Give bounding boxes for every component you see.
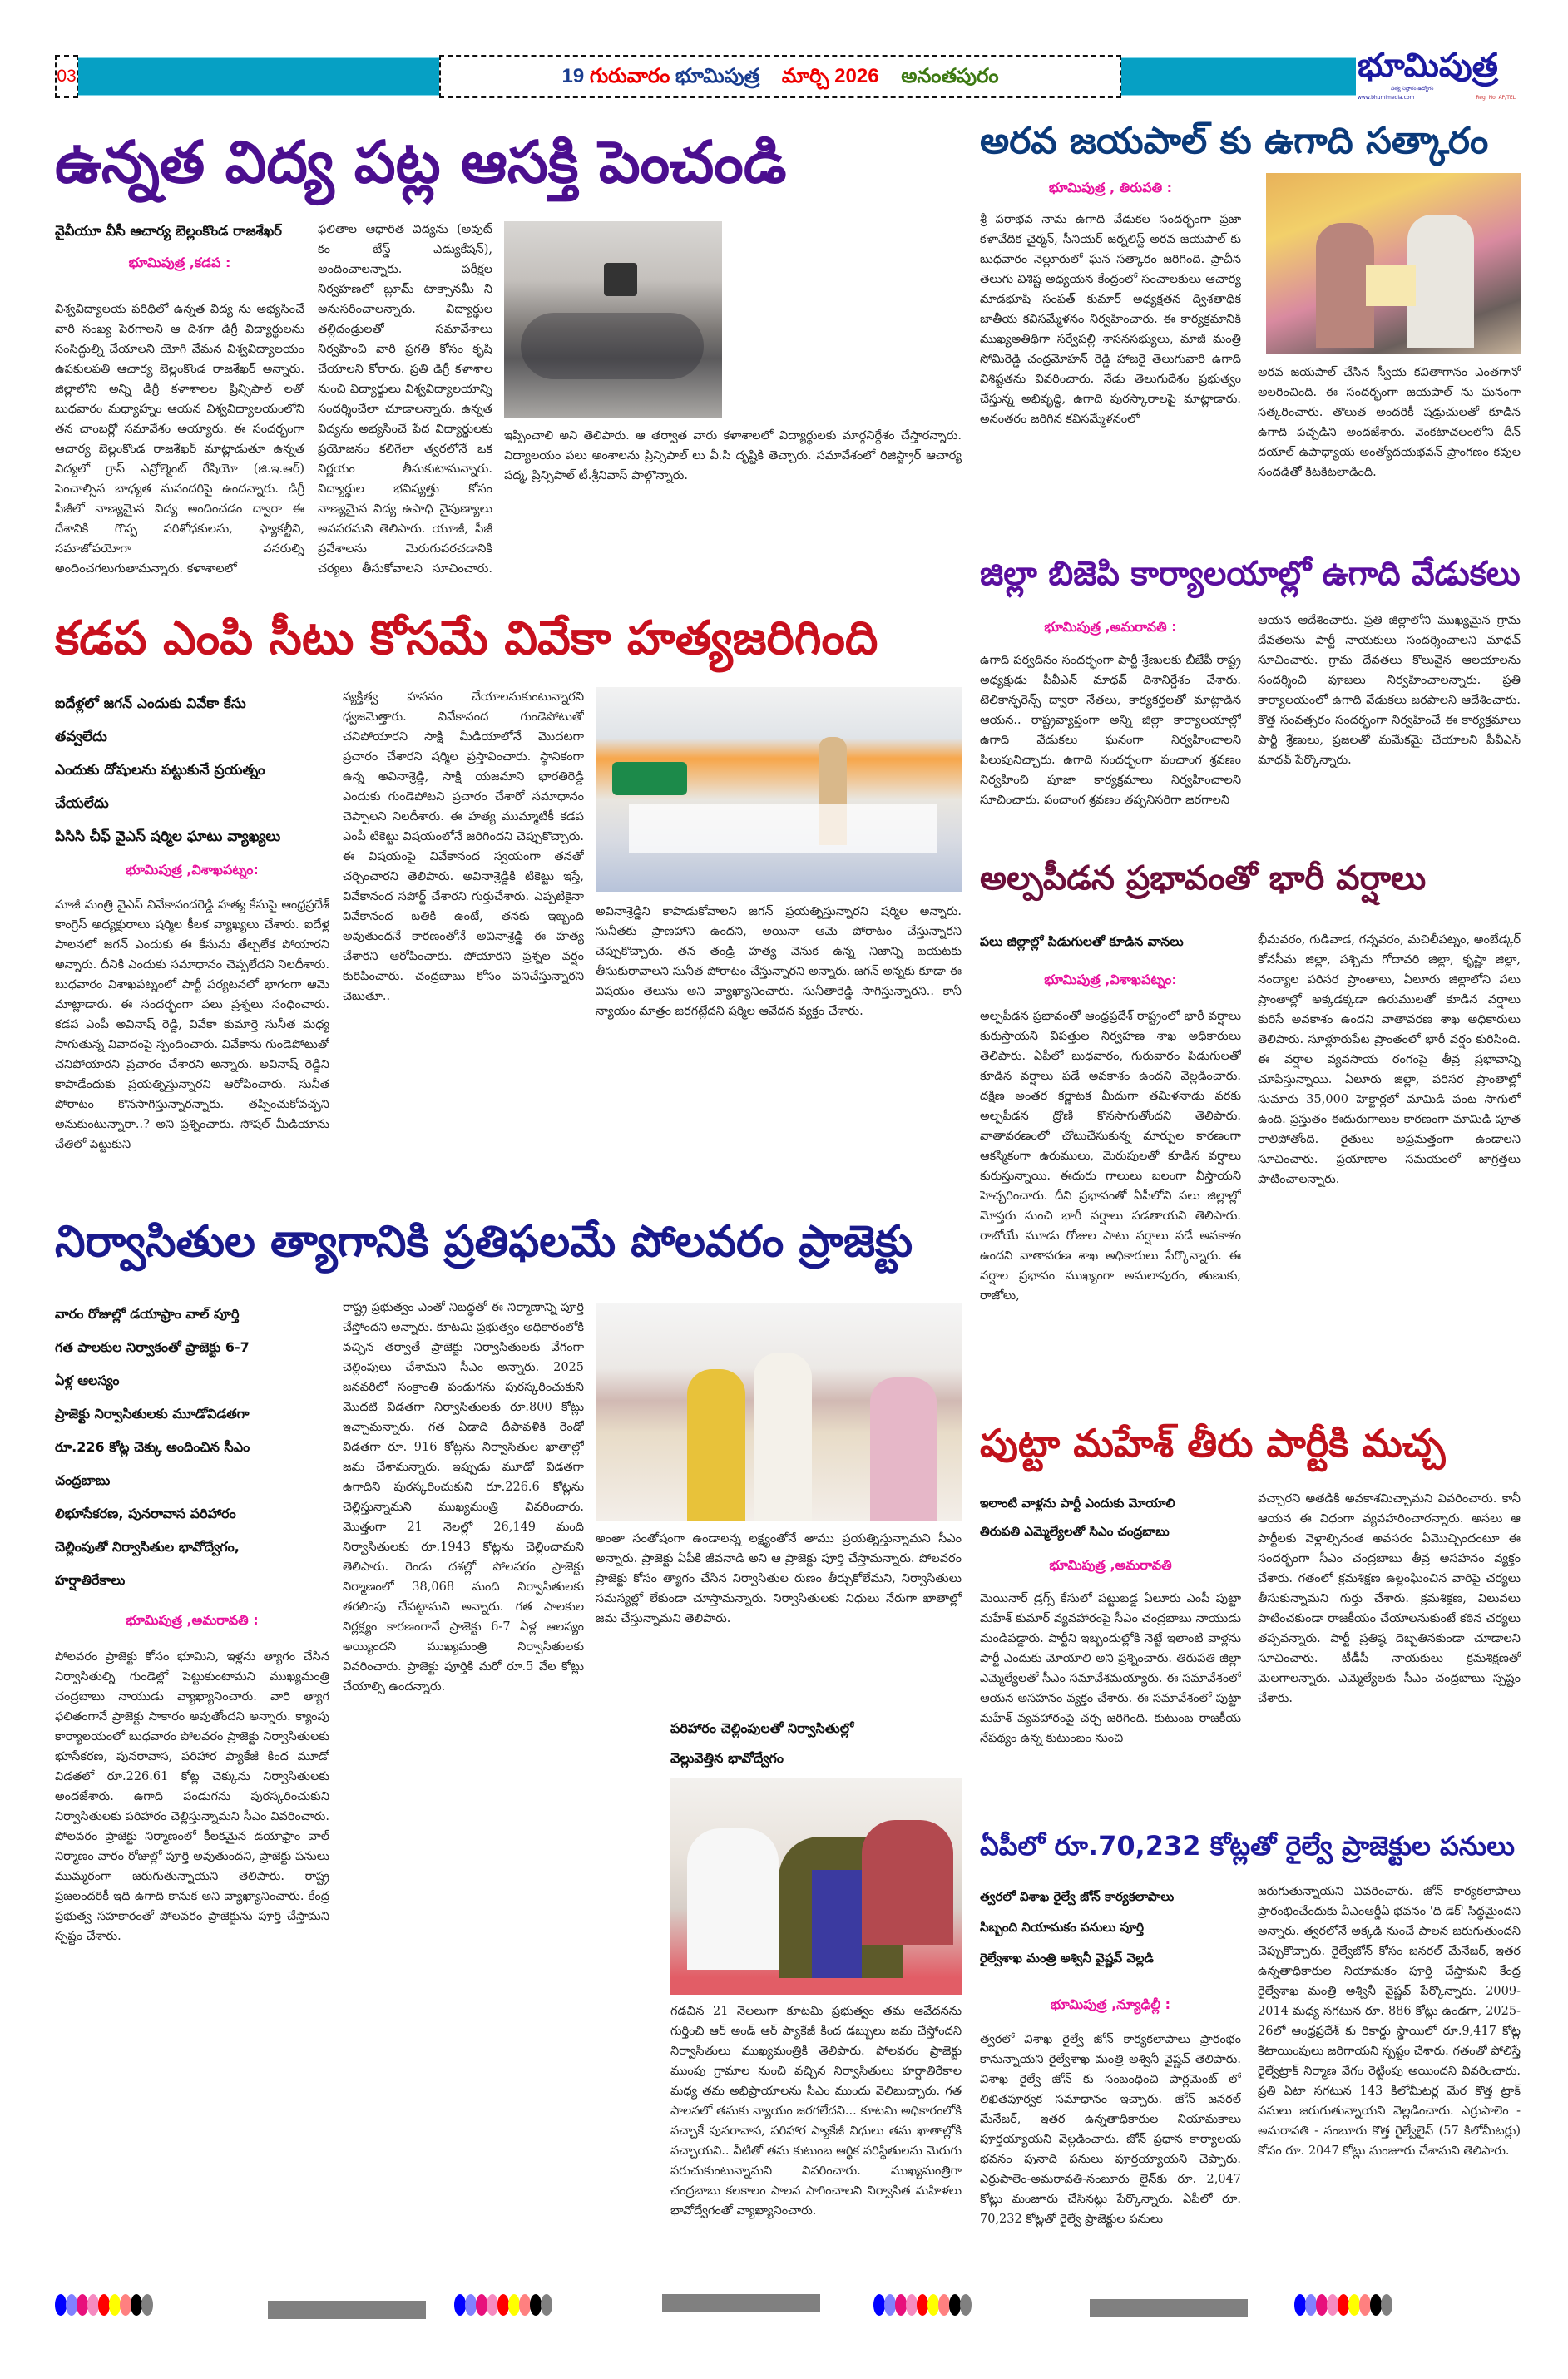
railway-subheading-2: సిబ్బంది నియామకం పనులు పూర్తి xyxy=(980,1920,1144,1935)
registration-dot xyxy=(131,2294,142,2316)
headline-putta-mahesh: పుట్టా మహేశ్ తీరు పార్టీకి మచ్చ xyxy=(980,1421,1446,1466)
polavaram-caption-line-2: వెల్లువెత్తిన భావోద్వేగం xyxy=(670,1750,784,1766)
registration-dot xyxy=(1338,2294,1349,2316)
registration-dot xyxy=(497,2294,509,2316)
bjp-column-2: ఆయన ఆదేశించారు. ప్రతి జిల్లాలోని ముఖ్యమైన గ్రామ దేవతలను పార్టీ నాయకులు సందర్శించాలని మాధవ్ సూచించారు. గ్రామ దేవతలు కొలువైన ఆలయాలను సందర్శించి పూజలు నిర్వహించాలన్నారు. ప్రతి కార్యాలయంలో ఉగాది వేడుకలు జరపాలని ఆదేశించారు. కొత్త సంవత్సరం సందర్భంగా నిర్వహించే ఈ కార్యక్రమాలు పార్టీ శ్రేణులు, ప్రజలతో మమేకమై చేయాలని పీవీఎన్ మాధవ్ పేర్కొన్నారు. xyxy=(1258,614,1521,767)
education-column-2: ఫలితాల ఆధారిత విద్యను (అవుట్ కం బేస్డ్ ఎడ్యుకేషన్), అందించాలన్నారు. పరీక్షల నిర్వహణలో బ్లూమ్ టాక్సానమీ ని అనుసరించాలన్నారు. విద్యార్థుల తల్లిదండ్రులతో సమావేశాలు నిర్వహించి వారి ప్రగతి కోసం కృషి చేయాలని కోరారు. ప్రతి డిగ్రీ కళాశాల నుంచి విద్యార్థులు విశ్వవిద్యాలయాన్ని సందర్శించేలా చూడాలన్నారు. ఉన్నత విద్యను అభ్యసించే పేద విద్యార్థులకు ప్రయోజనం కలిగేలా త్వరలోనే ఒక నిర్ణయం తీసుకుటామన్నారు. విద్యార్థుల భవిష్యత్తు కోసం నాణ్యమైన విద్య ఉపాధి నైపుణ్యాలు అవసరమని తెలిపారు. యూజీ, పీజీ ప్రవేశాలను మెరుగుపరచడానికి చర్యలు తీసుకోవాలని సూచించారు. xyxy=(318,223,492,576)
education-column-1: విశ్వవిద్యాలయ పరిధిలో ఉన్నత విద్య ను అభ్యసించే వారి సంఖ్య పెరగాలని ఆ దిశగా డిగ్రీ విద్యార్థులను సంసిద్ధుల్ని చేయాలని యోగి వేమన విశ్వవిద్యాలయం ఉపకులపతి ఆచార్య బెల్లంకొండ రాజశేఖర్ అన్నారు. జిల్లాలోని అన్ని డిగ్రీ కళాశాలల ప్రిన్సిపాల్ లతో బుధవారం మధ్యాహ్నం ఆయన విశ్వవిద్యాలయంలోని తన చాంబర్లో సమావేశం అయ్యారు. ఈ సందర్భంగా ఆచార్య బెల్లంకొండ రాజశేఖర్ మాట్లాడుతూ ఉన్నత విద్యలో గ్రాస్ ఎన్రోల్మెంట్ రేషియో (జి.ఇ.ఆర్) పెంచాల్సిన బాధ్యత మనందరిపై ఉందన్నారు. డిగ్రీ పీజీలో నాణ్యమైన విద్య అందించడం ద్వారా ఈ దేశానికి గొప్ప పరిశోధకులను, ఫ్యాకల్టీని, సమాజోపయోగా వనరుల్ని అందించగలుగుతామన్నారు. కళాశాలలో xyxy=(55,303,304,576)
byline-railway: భూమిపుత్ర ,న్యూఢిల్లీ : xyxy=(1051,1996,1170,2012)
byline-viveka: భూమిపుత్ర ,విశాఖపట్నం: xyxy=(126,862,259,878)
registration-dot xyxy=(55,2294,67,2316)
registration-dot xyxy=(1316,2294,1328,2316)
registration-dot xyxy=(487,2294,498,2316)
registration-dot xyxy=(1294,2294,1306,2316)
registration-dot xyxy=(519,2294,531,2316)
registration-dot xyxy=(884,2294,896,2316)
polavaram-subheading-1: వారం రోజుల్లో డయాఫ్రాం వాల్ పూర్తి xyxy=(55,1306,240,1322)
byline-bjp: భూమిపుత్ర ,అమరావతి : xyxy=(1044,619,1177,635)
registration-dot xyxy=(873,2294,885,2316)
education-column-3: ఇప్పించాలి అని తెలిపారు. ఆ తర్వాత వారు కళాశాలలో విద్యార్థులకు మార్గనిర్దేశం చేస్తారన్నారు. విద్యాలయం పలు అంశాలను ప్రిన్సిపాల్ లు వీ.సి దృష్టికి తెచ్చారు. సమావేశంలో రిజిస్ట్రార్ ఆచార్య పద్మ, ప్రిన్సిపాల్ టీ.శ్రీనివాస్ పాల్గొన్నారు. xyxy=(504,429,962,482)
registration-dot xyxy=(77,2294,88,2316)
registration-dot xyxy=(895,2294,907,2316)
byline-polavaram: భూమిపుత్ర ,అమరావతి : xyxy=(126,1612,259,1628)
registration-dot xyxy=(87,2294,99,2316)
putta-subheadings xyxy=(980,1489,1241,1546)
putta-subheading-2: తిరుపతి ఎమ్మెల్యేలతో సిఎం చంద్రబాబు xyxy=(980,1524,1170,1539)
registration-dot xyxy=(917,2294,928,2316)
bjp-column-1: ఉగాది పర్వదినం సందర్భంగా పార్టీ శ్రేణులకు బీజేపీ రాష్ట్ర అధ్యక్షుడు పీవీఎన్ మాధవ్ దిశానిర్దేశం చేశారు. టెలికాన్ఫరెన్స్ ద్వారా నేతలు, కార్యకర్తలతో మాట్లాడిన ఆయన.. రాష్ట్రవ్యాప్తంగా అన్ని జిల్లా కార్యాలయాల్లో ఉగాది వేడుకలు ఘనంగా నిర్వహించాలని పిలుపునిచ్చారు. ఉగాది సందర్భంగా పంచాంగ శ్రవణం నిర్వహించి పూజా కార్యక్రమాలు నిర్వహించాలని సూచించారు. పంచాంగ శ్రవణం తప్పనిసరిగా జరగాలని xyxy=(980,654,1241,807)
logo-tagline: సత్య నిష్ఠారం ఉద్యోగం xyxy=(1391,86,1434,92)
registration-dot xyxy=(98,2294,110,2316)
page-number: 03 xyxy=(55,55,78,98)
putta-subheading-1: ఇలాంటి వాళ్లను పార్టీ ఎందుకు మోయాలి xyxy=(980,1496,1175,1511)
headline-railway: ఏపీలో రూ.70,232 కోట్లతో రైల్వే ప్రాజెక్టుల పనులు xyxy=(980,1830,1515,1862)
putta-column-1: మెయినార్ డ్రగ్స్ కేసులో పట్టుబడ్డ ఏలూరు ఎంపీ పుట్టా మహేశ్ కుమార్ వ్యవహారంపై సీఎం చంద్రబాబు నాయుడు మండిపడ్డారు. పార్టీని ఇబ్బందుల్లోకి నెట్టే ఇలాంటి వాళ్లను పార్టీ ఎందుకు మోయాలి అని ప్రశ్నించారు. తిరుపతి జిల్లా ఎమ్మెల్యేలతో సీఎం సమావేశమయ్యారు. ఈ సమావేశంలో ఆయన అసహనం వ్యక్తం చేశారు. ఈ సమావేశంలో పుట్టా మహేశ్ వ్యవహారంపై చర్చ జరిగింది. కుటుంబ రాజకీయ నేపథ్యం ఉన్న కుటుంబం నుంచి xyxy=(980,1592,1241,1745)
footer-grey-bar-2 xyxy=(662,2294,820,2312)
weekday: గురువారం xyxy=(589,65,670,87)
polavaram-subheading-7: లిభూసేకరణ, పునరావాస పరిహారం xyxy=(55,1506,236,1521)
registration-dot xyxy=(66,2294,77,2316)
registration-dot xyxy=(476,2294,487,2316)
polavaram-subheading-8: చెల్లింపుతో నిర్వాసితుల భావోద్వేగం, xyxy=(55,1539,240,1555)
logo-text: భూమిపుత్ర xyxy=(1358,47,1498,85)
polavaram-caption-line-1: పరిహారం చెల్లింపులతో నిర్వాసితుల్లో xyxy=(670,1720,854,1736)
date-day: 19 xyxy=(561,65,585,87)
edition: అనంతపురం xyxy=(901,65,999,87)
registration-dot xyxy=(541,2294,552,2316)
polavaram-subheading-6: చంద్రబాబు xyxy=(55,1472,111,1488)
rains-column-1: అల్పపీడన ప్రభావంతో ఆంధ్రప్రదేశ్ రాష్ట్రంలో భారీ వర్షాలు కురుస్తాయని విపత్తుల నిర్వహణ శాఖ అధికారులు తెలిపారు. ఏపీలో బుధవారం, గురువారం పిడుగులతో కూడిన వర్షాలు పడే అవకాశం ఉందని వెల్లడించారు. దక్షిణ అంతర కర్ణాటక మీదుగా తమిళనాడు వరకు అల్పపీడన ద్రోణి కొనసాగుతోందని తెలిపారు. వాతావరణంలో చోటుచేసుకున్న మార్పుల కారణంగా ఆకస్మికంగా ఉరుములు, మెరుపులతో కూడిన వర్షాలు కురుస్తున్నాయి. ఈదురు గాలులు బలంగా వీస్తాయని హెచ్చరించారు. దీని ప్రభావంతో ఏపీలోని పలు జిల్లాల్లో మోస్తరు నుంచి భారీ వర్షాలు పడతాయని తెలిపారు. రాబోయే మూడు రోజుల పాటు వర్షాలు పడే అవకాశం ఉందని వాతావరణ శాఖ అధికారులు పేర్కొన్నారు. ఈ వర్షాల ప్రభావం ముఖ్యంగా అమలాపురం, తుణుకు, రాజోలు, xyxy=(980,1010,1241,1303)
polavaram-subheadings xyxy=(55,1298,329,1597)
viveka-subheading-3: ఎందుకు దోషులను పట్టుకునే ప్రయత్నం xyxy=(55,762,265,779)
logo-footer xyxy=(1358,95,1516,101)
polavaram-subheading-2: గత పాలకుల నిర్వాకంతో ప్రాజెక్టు 6-7 xyxy=(55,1339,250,1355)
paper-name: భూమిపుత్ర xyxy=(675,65,760,87)
color-registration-strip-4 xyxy=(1294,2294,1392,2316)
railway-subheading-3: రైల్వేశాఖ మంత్రి అశ్వినీ వైష్ణవ్ వెల్లడి xyxy=(980,1951,1154,1966)
registration-dot xyxy=(1327,2294,1338,2316)
polavaram-cm-photo xyxy=(596,1303,962,1521)
jayapal-column-2: అరవ జయపాల్ చేసిన స్వీయ కవితాగానం ఎంతగానో అలరించింది. ఈ సందర్భంగా జయపాల్ ను ఘనంగా సత్కరించారు. తొలుత అందరికీ షడ్రుచులతో కూడిన ఉగాది పచ్చడిని అందజేశారు. వెంకటాచలంలోని దీన్ దయాల్ ఉపాధ్యాయ అంత్యోదయభవన్ ప్రాంగణం కవుల సందడితో కిటకిటలాడింది. xyxy=(1258,366,1521,479)
month-year: మార్చి 2026 xyxy=(781,65,879,87)
registration-dot xyxy=(938,2294,950,2316)
subheading-education: వైవీయూ వీసీ ఆచార్య బెల్లంకొండ రాజశేఖర్ xyxy=(55,223,282,239)
registration-dot xyxy=(906,2294,918,2316)
jayapal-award-photo xyxy=(1266,173,1521,354)
headline-education: ఉన్నత విద్య పట్ల ఆసక్తి పెంచండి xyxy=(55,128,787,196)
viveka-subheading-5: పిసిసి చీఫ్ వైఎస్ షర్మిల ఘాటు వ్యాఖ్యలు xyxy=(55,828,281,845)
railway-column-2: జరుగుతున్నాయని వివరించారు. జోన్ కార్యకలాపాలు ప్రారంభించేందుకు వీఎంఆర్డీఏ భవనం 'ది డెక్' సిద్ధమైందని అన్నారు. త్వరలోనే అక్కడి నుంచే పాలన జరుగుతుందని చెప్పుకొచ్చారు. రైల్వేజోన్ కోసం జనరల్ మేనేజర్, ఇతర ఉన్నతాధికారుల నియామకం పూర్తి చేస్తామని కేంద్ర రైల్వేశాఖ మంత్రి అశ్వినీ వైష్ణవ్ పేర్కొన్నారు. 2009-2014 మధ్య సగటున రూ. 886 కోట్లు ఉండగా, 2025-26లో ఆంధ్రప్రదేశ్ కు రికార్డు స్థాయిలో రూ.9,417 కోట్ల కేటాయింపులు జరిగాయని స్పష్టం చేశారు. గతంతో పోలిస్తే రైల్వేట్రాక్ నిర్మాణ వేగం రెట్టింపు అయిందని వివరించారు. ప్రతి ఏటా సగటున 143 కిలోమీటర్ల మేర కొత్త ట్రాక్ పనులు జరుగుతున్నాయని వెల్లడించారు. ఎర్రుపాలెం - అమరావతి - నంబూరు కొత్త రైల్వేలైన్ (57 కిలోమీటర్లు) కోసం రూ. 2047 కోట్లు మంజూరు చేశామని తెలిపారు. xyxy=(1258,1885,1521,2158)
viveka-sharmila-photo xyxy=(596,687,962,892)
headline-polavaram: నిర్వాసితుల త్యాగానికి ప్రతిఫలమే పోలవరం ప్రాజెక్టు xyxy=(55,1217,913,1267)
headline-bjp: జిల్లా బిజెపి కార్యాలయాల్లో ఉగాది వేడుకలు xyxy=(980,555,1521,593)
headline-rains: అల్పపీడన ప్రభావంతో భారీ వర్షాలు xyxy=(980,859,1427,898)
masthead-band-left xyxy=(78,57,441,96)
polavaram-subheading-4: ప్రాజెక్టు నిర్వాసితులకు మూడోవిడతగా xyxy=(55,1406,250,1422)
viveka-column-3: అవినాశ్రెడ్డిని కాపాడుకోవాలని జగన్ ప్రయత్నిస్తున్నారని షర్మిల అన్నారు. సునీతకు ప్రాణహాని ఉందని, అయినా ఆమె పోరాటం చేస్తున్నారని చెప్పుకొచ్చారు. తన తండ్రి హత్య వెనుక ఉన్న నిజాన్ని బయటకు తీసుకురావాలని సునీత పోరాటం చేస్తున్నారని అన్నారు. జగన్ అన్నకు కూడా ఈ విషయం తెలుసు అని వ్యాఖ్యానించారు. సునీతారెడ్డి సాగిస్తున్నారని.. కానీ న్యాయం మాత్రం జరగట్లేదని షర్మిల ఆవేదన వ్యక్తం చేశారు. xyxy=(596,905,962,1018)
polavaram-subheading-5: రూ.226 కోట్ల చెక్కు అందించిన సీఎం xyxy=(55,1439,250,1455)
masthead-band-right xyxy=(1120,57,1356,96)
railway-subheadings xyxy=(980,1882,1241,1974)
color-registration-strip-2 xyxy=(454,2294,552,2316)
railway-column-1: త్వరలో విశాఖ రైల్వే జోన్ కార్యకలాపాలు ప్రారంభం కానున్నాయని రైల్వేశాఖ మంత్రి అశ్వినీ వైష్ణవ్ తెలిపారు. విశాఖ రైల్వే జోన్ కు సంబంధించి పార్లమెంట్ లో లిఖితపూర్వక సమాధానం ఇచ్చారు. జోన్ జనరల్ మేనేజర్, ఇతర ఉన్నతాధికారుల నియామకాలు పూర్తయ్యాయని వెల్లడించారు. జోన్ ప్రధాన కార్యాలయ భవనం పునాది పనులు పూర్తయ్యాయని చెప్పారు. ఎర్రుపాలెం-అమరావతి-నంబూరు లైన్‌కు రూ. 2,047 కోట్లు మంజూరు చేసినట్లు పేర్కొన్నారు. ఏపీలో రూ. 70,232 కోట్లతో రైల్వే ప్రాజెక్టుల పనులు xyxy=(980,2033,1241,2226)
registration-dot xyxy=(508,2294,520,2316)
viveka-column-1: మాజీ మంత్రి వైఎస్ వివేకానందరెడ్డి హత్య కేసుపై ఆంధ్రప్రదేశ్ కాంగ్రెస్ అధ్యక్షురాలు షర్మిల కీలక వ్యాఖ్యలు చేశారు. ఐదేళ్ల పాలనలో జగన్ ఎందుకు ఈ కేసును తేల్చలేక పోయారని అన్నారు. దీనికి ఎందుకు సమాధానం చెప్పలేదని నిలదీశారు. బుధవారం విశాఖపట్నంలో పార్టీ పర్యటనలో భాగంగా ఆమె మాట్లాడారు. ఈ సందర్భంగా పలు ప్రశ్నలు సంధించారు. కడప ఎంపీ అవినాష్ రెడ్డి, వివేకా కుమార్తె సునీత మధ్య సాగుతున్న వివాదంపై స్పందించారు. వివేకాను గుండెపోటుతో చనిపోయారని ప్రచారం చేశారని అన్నారు. అవినాష్ రెడ్డిని కాపాడేందుకు ప్రయత్నిస్తున్నారని ఆరోపించారు. సునీత పోరాటం కొనసాగిస్తున్నారన్నారు. తప్పించుకోవచ్చని అనుకుంటున్నారా..? అని ప్రశ్నించారు. సోషల్ మీడియాను చేతిలో పెట్టుకుని xyxy=(55,898,329,1151)
polavaram-subheading-3: ఏళ్ల ఆలస్యం xyxy=(55,1372,120,1388)
byline-rains: భూమిపుత్ర ,విశాఖపట్నం: xyxy=(1044,972,1177,987)
subheading-rains: పలు జిల్లాల్లో పిడుగులతో కూడిన వానలు xyxy=(980,934,1184,949)
byline-education: భూమిపుత్ర ,కడప : xyxy=(128,255,231,270)
byline-jayapal: భూమిపుత్ర , తిరుపతి : xyxy=(1048,180,1173,195)
registration-dot xyxy=(465,2294,477,2316)
polavaram-column-3: అంతా సంతోషంగా ఉండాలన్న లక్ష్యంతోనే తాము ప్రయత్నిస్తున్నామని సీఎం అన్నారు. ప్రాజెక్టు ఏపీకి జీవనాడి అని ఆ ప్రాజెక్టు పూర్తి చేస్తామన్నారు. పోలవరం ప్రాజెక్టు కోసం త్యాగం చేసిన నిర్వాసితుల రుణం తీర్చుకోలేమని, నిర్వాసితులు సమస్యల్లో లేకుండా చూస్తామన్నారు. నిర్వాసితులకు నిధులు నేరుగా ఖాతాల్లో జమ చేస్తున్నామని తెలిపారు. xyxy=(596,1532,962,1625)
putta-column-2: వచ్చారని అతడికి అవకాశమిచ్చామని వివరించారు. కానీ ఆయన ఈ విధంగా వ్యవహరించారన్నారు. అసలు ఆ పార్టీలకు వెళ్లాల్సినంత అవసరం ఏమొచ్చిందంటూ ఈ సందర్భంగా సీఎం చంద్రబాబు తీవ్ర అసహనం వ్యక్తం చేశారు. గతంలో క్రమశిక్షణ ఉల్లంఘించిన వారిపై చర్యలు తీసుకున్నామని గుర్తు చేశారు. క్రమశిక్షణ, విలువలు పాటించకుండా రాజకీయం చేయాలనుకుంటే కఠిన చర్యలు తప్పవన్నారు. పార్టీ ప్రతిష్ఠ దెబ్బతినకుండా చూడాలని సూచించారు. టీడీపీ నాయకులు క్రమశిక్షణతో మెలగాలన్నారు. ఎమ్మెల్యేలకు సీఎం చంద్రబాబు స్పష్టం చేశారు. xyxy=(1258,1492,1521,1705)
registration-dot xyxy=(141,2294,153,2316)
registration-dot xyxy=(1370,2294,1382,2316)
viveka-subheading-2: తవ్వలేదు xyxy=(55,729,107,745)
footer-grey-bar-3 xyxy=(1090,2299,1248,2317)
headline-viveka: కడప ఎంపి సీటు కోసమే వివేకా హత్యజరిగింది xyxy=(55,611,878,665)
registration-dot xyxy=(1359,2294,1371,2316)
newspaper-logo xyxy=(1358,47,1516,106)
dateline xyxy=(439,55,1121,98)
logo-url: www.bhumimedia.com xyxy=(1358,95,1415,101)
viveka-subheading-4: చేయలేదు xyxy=(55,795,109,812)
registration-dot xyxy=(454,2294,466,2316)
footer-grey-bar-1 xyxy=(268,2301,426,2319)
byline-putta-mahesh: భూమిపుత్ర ,అమరావతి xyxy=(1049,1557,1172,1573)
registration-dot xyxy=(1381,2294,1392,2316)
polavaram-column-2: రాష్ట్ర ప్రభుత్వం ఎంతో నిబద్ధతో ఈ నిర్మాణాన్ని పూర్తి చేస్తోందని అన్నారు. కూటమి ప్రభుత్వం అధికారంలోకి వచ్చిన తర్వాతే ప్రాజెక్టు నిర్వాసితులకు వేగంగా చెల్లింపులు చేశామని సీఎం అన్నారు. 2025 జనవరిలో సంక్రాంతి పండుగను పురస్కరించుకుని మొదటి విడతగా నిర్వాసితులకు రూ.800 కోట్లు ఇచ్చామన్నారు. గత ఏడాది దీపావళికి రెండో విడతగా రూ. 916 కోట్లను నిర్వాసితుల ఖాతాల్లో జమ చేశామన్నారు. ఇప్పుడు మూడో విడతగా ఉగాదిని పురస్కరించుకుని రూ.226.6 కోట్లను చెల్లిస్తున్నామని ముఖ్యమంత్రి వివరించారు. మొత్తంగా 21 నెలల్లో 26,149 మంది నిర్వాసితులకు రూ.1943 కోట్లను చెల్లించామని తెలిపారు. రెండు దశల్లో పోలవరం ప్రాజెక్టు నిర్మాణంలో 38,068 మంది నిర్వాసితులకు తరలింపు చేపట్టామని అన్నారు. గత పాలకుల నిర్లక్ష్యం కారణంగానే ప్రాజెక్టు 6-7 ఏళ్ల ఆలస్యం అయ్యిందని ముఖ్యమంత్రి నిర్వాసితులకు వివరించారు. ప్రాజెక్టు పూర్తికి మరో రూ.5 వేల కోట్లు చేయాల్సి ఉందన్నారు. xyxy=(343,1301,584,1694)
education-meeting-photo xyxy=(504,221,722,418)
polavaram-subheading-9: హర్షాతిరేకాలు xyxy=(55,1572,126,1588)
registration-dot xyxy=(120,2294,131,2316)
registration-dot xyxy=(949,2294,961,2316)
viveka-subheading-1: ఐదేళ్లలో జగన్ ఎందుకు వివేకా కేసు xyxy=(55,695,246,712)
registration-dot xyxy=(927,2294,939,2316)
jayapal-column-1: శ్రీ పరాభవ నామ ఉగాది వేడుకల సందర్భంగా ప్రజా కళావేదిక చైర్మన్, సీనియర్ జర్నలిస్ట్ అరవ జయపాల్ కు బుధవారం నెల్లూరులో ఘన సత్కారం జరిగింది. ప్రాచీన తెలుగు విశిష్ట అధ్యయన కేంద్రంలో సంచాలకులు ఆచార్య మాడభూషి సంపత్ కుమార్ అధ్యక్షతన ద్విశతాధిక జాతీయ కవిసమ్మేళనం నిర్వహించారు. ఈ కార్యక్రమానికి ముఖ్యఅతిథిగా సర్వేపల్లి శాసనసభ్యులు, మాజీ మంత్రి సోమిరెడ్డి చంద్రమోహన్ రెడ్డి హాజరై తెలుగువారి ఉగాది విశిష్టతను వివరించారు. నేడు తెలుగుదేశం ప్రభుత్వం చేస్తున్న అభివృద్ధి, ఉగాది పురస్కారాలపై మాట్లాడారు. అనంతరం జరిగిన కవిసమ్మేళనంలో xyxy=(980,213,1241,426)
headline-jayapal: అరవ జయపాల్ కు ఉగాది సత్కారం xyxy=(980,120,1489,162)
polavaram-column-1: పోలవరం ప్రాజెక్టు కోసం భూమిని, ఇళ్లను త్యాగం చేసిన నిర్వాసితుల్ని గుండెల్లో పెట్టుకుంటామని ముఖ్యమంత్రి చంద్రబాబు నాయుడు వ్యాఖ్యానించారు. వారి త్యాగ ఫలితంగానే ప్రాజెక్టు సాకారం అవుతోందని అన్నారు. క్యాంపు కార్యాలయంలో బుధవారం పోలవరం ప్రాజెక్టు నిర్వాసితులకు భూసేకరణ, పునరావాస, పరిహార ప్యాకేజీ కింద మూడో విడతలో రూ.226.61 కోట్ల చెక్కును నిర్వాసితులకు అందజేశారు. ఉగాది పండుగను పురస్కరించుకుని నిర్వాసితులకు పరిహారం చెల్లిస్తున్నామని సీఎం వివరించారు. పోలవరం ప్రాజెక్టు నిర్మాణంలో కీలకమైన డయాఫ్రాం వాల్ నిర్మాణం వారం రోజుల్లో పూర్తి అవుతుందని, ప్రాజెక్టు పనులు ముమ్మరంగా జరుగుతున్నాయని తెలిపారు. రాష్ట్ర ప్రజలందరికీ ఇది ఉగాది కానుక అని వ్యాఖ్యానించారు. కేంద్ర ప్రభుత్వ సహకారంతో పోలవరం ప్రాజెక్టును పూర్తి చేస్తామని స్పష్టం చేశారు. xyxy=(55,1650,329,1943)
color-registration-strip-3 xyxy=(873,2294,971,2316)
rains-column-2: భీమవరం, గుడివాడ, గన్నవరం, మచిలీపట్నం, అంబేడ్కర్ కోనసీమ జిల్లా, పశ్చిమ గోదావరి జిల్లా, కృష్ణా జిల్లా, నంద్యాల పరిసర ప్రాంతాలు, ఏలూరు జిల్లాలోని పలు ప్రాంతాల్లో అక్కడక్కడా ఉరుములతో కూడిన వర్షాలు కురిసే అవకాశం ఉందని వాతావరణ శాఖ అధికారులు తెలిపారు. సూళ్లూరుపేట ప్రాంతంలో భారీ వర్షం కురిసింది. ఈ వర్షాల వ్యవసాయ రంగంపై తీవ్ర ప్రభావాన్ని చూపిస్తున్నాయి. ఏలూరు జిల్లా, పరిసర ప్రాంతాల్లో సుమారు 35,000 హెక్టార్లలో మామిడి పంట సాగులో ఉంది. ప్రస్తుతం ఈదురుగాలుల కారణంగా మామిడి పూత రాలిపోతోంది. రైతులు అప్రమత్తంగా ఉండాలని సూచించారు. ప్రయాణాల సమయంలో జాగ్రత్తలు పాటించాలన్నారు. xyxy=(1258,933,1521,1186)
color-registration-strip-1 xyxy=(55,2294,152,2316)
polavaram-photo-caption xyxy=(670,1714,962,1773)
registration-dot xyxy=(1348,2294,1360,2316)
registration-dot xyxy=(530,2294,542,2316)
registration-dot xyxy=(109,2294,121,2316)
logo-reg: Reg. No. AP/TEL xyxy=(1476,95,1516,101)
railway-subheading-1: త్వరలో విశాఖ రైల్వే జోన్ కార్యకలాపాలు xyxy=(980,1889,1175,1904)
viveka-column-2: వ్యక్తిత్వ హననం చేయాలనుకుంటున్నారని ధ్వజమెత్తారు. వివేకానంద గుండెపోటుతో చనిపోయారని సాక్షి మీడియాలోనే మొదటగా ప్రచారం చేశారని షర్మిల ప్రస్తావించారు. స్థానికంగా ఉన్న అవినాశ్రెడ్డి, సాక్షి యజమాని భారతిరెడ్డి ఎందుకు గుండెపోటని ప్రచారం చేశారో సమాధానం చెప్పాలని నిలదీశారు. ఈ హత్య ముమ్మాటికీ కడప ఎంపీ టికెట్టు విషయంలోనే జరిగిందని చెప్పుకొచ్చారు. ఈ విషయంపై వివేకానంద స్వయంగా తనతో చర్చించారని తెలిపారు. అవినాశ్రెడ్డికి టికెట్టు ఇస్తే, వివేకానంద సపోర్ట్ చేశారని గుర్తుచేశారు. ఎప్పటికైనా వివేకానంద బతికి ఉంటే, తనకు ఇబ్బంది అవుతుందనే కారణంతోనే అవినాశ్రెడ్డి ఈ హత్య చేశారని ఆరోపించారు. పోయారని ప్రశ్నల వర్షం కురిపించారు. చంద్రబాబు కోసం పనిచేస్తున్నారని చెబుతూ.. xyxy=(343,690,584,1003)
polavaram-evacuees-photo xyxy=(670,1778,962,1995)
registration-dot xyxy=(1305,2294,1317,2316)
polavaram-column-4: గడచిన 21 నెలలుగా కూటమి ప్రభుత్వం తమ ఆవేదనను గుర్తించి ఆర్ అండ్ ఆర్ ప్యాకేజీ కింద డబ్బులు జమ చేస్తోందని నిర్వాసితులు ముఖ్యమంత్రికి తెలిపారు. పోలవరం ప్రాజెక్టు ముంపు గ్రామాల నుంచి వచ్చిన నిర్వాసితులు హర్షాతిరేకాల మధ్య తమ అభిప్రాయాలను సీఎం ముందు వెలిబుచ్చారు. గత పాలనలో తమకు న్యాయం జరగలేదని... కూటమి అధికారంలోకి వచ్చాకే పునరావాస, పరిహార ప్యాకేజీ నిధులు తమ ఖాతాల్లోకి వచ్చాయని.. వీటితో తమ కుటుంబ ఆర్థిక పరిస్థితులను మెరుగు పరుచుకుంటున్నామని వివరించారు. ముఖ్యమంత్రిగా చంద్రబాబు కలకాలం పాలన సాగించాలని నిర్వాసిత మహిళలు భావోద్వేగంతో వ్యాఖ్యానించారు. xyxy=(670,2005,962,2218)
viveka-subheadings xyxy=(55,687,329,853)
registration-dot xyxy=(960,2294,972,2316)
